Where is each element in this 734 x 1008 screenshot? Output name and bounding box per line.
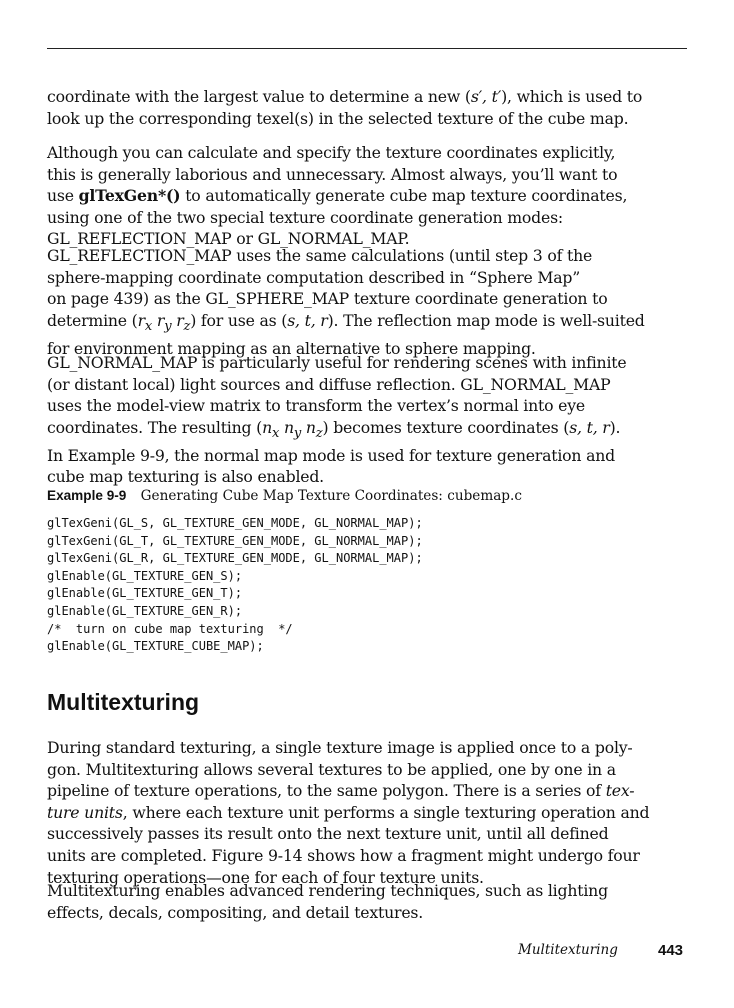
section-heading: Multitexturing: [47, 689, 200, 715]
text-line: Although you can calculate and specify the texture coordinates explicitly,: [47, 143, 616, 162]
code-listing: [47, 515, 423, 656]
paragraph-intro: [47, 86, 647, 129]
example-title: Generating Cube Map Texture Coordinates: cubemap.c: [140, 488, 522, 504]
running-title: Multitexturing: [518, 942, 618, 958]
paragraph-multitexturing-uses: [47, 880, 647, 923]
example-caption: [47, 488, 522, 504]
code-line: glTexGeni(GL_S, GL_TEXTURE_GEN_MODE, GL_NORMAL_MAP);: [47, 516, 423, 530]
paragraph-texgen: [47, 142, 647, 250]
text-line: use glTexGen*() to automatically generate cube map texture coordinates,: [47, 186, 628, 206]
text-line: pipeline of texture operations, to the same polygon. There is a series of tex-: [47, 781, 635, 801]
code-line: glEnable(GL_TEXTURE_GEN_R);: [47, 603, 243, 618]
text-line: effects, decals, compositing, and detail textures.: [47, 902, 424, 922]
text-line: GL_REFLECTION_MAP or GL_NORMAL_MAP.: [47, 229, 410, 249]
text-line: gon. Multitexturing allows several textures to be applied, one by one in a: [47, 759, 616, 779]
text-line: successively passes its result onto the next texture unit, until all defined: [47, 824, 609, 844]
paragraph-reflection-map: [47, 245, 647, 359]
text-line: texturing operations—one for each of four texture units.: [47, 867, 484, 887]
text-line: look up the corresponding texel(s) in the selected texture of the cube map.: [47, 108, 629, 128]
text-line: sphere-mapping coordinate computation described in “Sphere Map”: [47, 267, 581, 287]
paragraph-multitexturing-intro: [47, 737, 650, 888]
text-line: coordinates. The resulting ($n_x$ $n_y$ $n_z$) becomes texture coordinates (s, t, r).: [47, 417, 621, 441]
code-line: glTexGeni(GL_T, GL_TEXTURE_GEN_MODE, GL_NORMAL_MAP);: [47, 533, 423, 548]
page-number: 443: [658, 942, 684, 959]
code-line: glEnable(GL_TEXTURE_GEN_T);: [47, 586, 243, 601]
text-line: GL_REFLECTION_MAP uses the same calculations (until step 3 of the: [47, 246, 593, 265]
text-line: ture units, where each texture unit performs a single texturing operation and: [47, 802, 650, 822]
text-line: coordinate with the largest value to determine a new (s′, t′), which is used to: [47, 87, 643, 106]
text-line: In Example 9-9, the normal map mode is used for texture generation and: [47, 445, 616, 465]
text-line: for environment mapping as an alternative to sphere mapping.: [47, 338, 536, 358]
paragraph-normal-map: [47, 352, 647, 488]
text-line: cube map texturing is also enabled.: [47, 467, 324, 487]
text-line: GL_NORMAL_MAP is particularly useful for rendering scenes with infinite: [47, 353, 627, 372]
header-rule: [47, 48, 687, 49]
text-line: this is generally laborious and unnecessary. Almost always, you’ll want to: [47, 164, 618, 184]
text-line: During standard texturing, a single texture image is applied once to a poly-: [47, 738, 633, 757]
text-line: units are completed. Figure 9-14 shows how a fragment might undergo four: [47, 845, 640, 865]
text-line: determine ($r_x$ $r_y$ $r_z$) for use as (s, t, r). The reflection map mode is well-suited: [47, 310, 645, 334]
code-line: glEnable(GL_TEXTURE_CUBE_MAP);: [47, 639, 264, 654]
code-line: /* turn on cube map texturing */: [47, 621, 293, 636]
code-line: glEnable(GL_TEXTURE_GEN_S);: [47, 568, 243, 583]
text-line: using one of the two special texture coordinate generation modes:: [47, 207, 564, 227]
example-number: Example 9-9: [47, 488, 127, 503]
code-line: glTexGeni(GL_R, GL_TEXTURE_GEN_MODE, GL_NORMAL_MAP);: [47, 551, 423, 566]
text-line: uses the model-view matrix to transform the vertex’s normal into eye: [47, 396, 585, 416]
text-line: (or distant local) light sources and diffuse reflection. GL_NORMAL_MAP: [47, 374, 611, 394]
text-line: Multitexturing enables advanced rendering techniques, such as lighting: [47, 881, 608, 900]
text-line: on page 439) as the GL_SPHERE_MAP texture coordinate generation to: [47, 289, 608, 309]
